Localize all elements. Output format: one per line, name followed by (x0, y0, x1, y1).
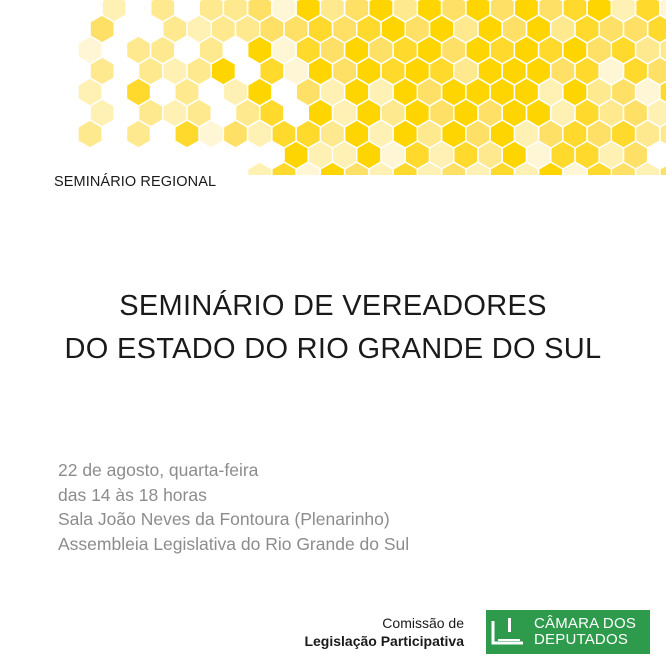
hexagon-cell (624, 58, 647, 84)
hexagon-cell (600, 142, 623, 168)
hexagon-cell (200, 0, 223, 21)
event-details (58, 458, 409, 556)
hexagon-cell (479, 142, 502, 168)
hexagon-cell (79, 121, 102, 147)
hexagon-cell (467, 121, 490, 147)
event-kicker: SEMINÁRIO REGIONAL (54, 174, 217, 190)
hexagon-cell (442, 0, 465, 21)
hexagon-cell (345, 37, 368, 63)
hexagon-cell (539, 121, 562, 147)
hexagon-cell (370, 79, 393, 105)
hexagon-cell (212, 58, 235, 84)
hexagon-cell (139, 100, 162, 126)
hexagon-cell (248, 37, 271, 63)
hexagon-cell (600, 100, 623, 126)
hexagon-cell (91, 16, 114, 42)
hexagon-cell (321, 121, 344, 147)
hexagon-cell (382, 100, 405, 126)
hexagon-cell (297, 0, 320, 21)
hexagon-cell (248, 163, 271, 175)
hexagon-cell (430, 16, 453, 42)
hexagon-cell (261, 100, 284, 126)
hexagon-cell (576, 16, 599, 42)
hexagon-cell (455, 100, 478, 126)
hexagon-cell (224, 79, 247, 105)
hexagon-cell (273, 37, 296, 63)
hexagon-cell (333, 100, 356, 126)
hexagon-cell (588, 121, 611, 147)
hexagon-cell (442, 79, 465, 105)
hexagon-cell (333, 16, 356, 42)
hexagon-cell (394, 121, 417, 147)
hexagon-cell (285, 16, 308, 42)
hexagon-cell (479, 58, 502, 84)
hexagon-cell (503, 100, 526, 126)
hexagon-cell (224, 0, 247, 21)
hexagon-cell (285, 142, 308, 168)
hexagon-cell (455, 16, 478, 42)
hexagon-cell (297, 37, 320, 63)
hexagon-cell (273, 0, 296, 21)
hexagon-cell (576, 100, 599, 126)
hexagon-cell (430, 100, 453, 126)
camara-logo-text (530, 616, 636, 648)
hexagon-cell (164, 100, 187, 126)
hexagon-cell (515, 121, 538, 147)
event-venue: Assembleia Legislativa do Rio Grande do Sul (58, 533, 410, 554)
hexagon-cell (382, 16, 405, 42)
hexagon-cell (309, 16, 332, 42)
hexagon-cell (649, 100, 666, 126)
hexagon-cell (297, 121, 320, 147)
hexagon-cell (406, 16, 429, 42)
hexagon-cell (370, 0, 393, 21)
hexagon-cell (552, 142, 575, 168)
hexagon-cell (503, 16, 526, 42)
hexagon-cell (503, 142, 526, 168)
hexagon-cell (236, 16, 259, 42)
hexagon-cell (285, 58, 308, 84)
hexagon-cell (358, 16, 381, 42)
event-title-line-2: DO ESTADO DO RIO GRANDE DO SUL (64, 333, 602, 365)
hexagon-cell (127, 121, 150, 147)
hexagon-cell (91, 100, 114, 126)
hexagon-cell (515, 0, 538, 21)
hexagon-cell (552, 58, 575, 84)
hexagon-cell (309, 58, 332, 84)
hexagon-cell (588, 79, 611, 105)
hexagon-cell (527, 142, 550, 168)
hexagon-cell (261, 16, 284, 42)
hexagon-cell (527, 100, 550, 126)
hexagon-cell (564, 121, 587, 147)
hexagon-cell (636, 121, 659, 147)
hexagon-cell (539, 0, 562, 21)
event-time: das 14 às 18 horas (58, 484, 207, 505)
hexagon-cell (406, 142, 429, 168)
event-date: 22 de agosto, quarta-feira (58, 460, 259, 480)
hexagon-cell (636, 79, 659, 105)
hexagon-cell (321, 79, 344, 105)
hexagon-cell (382, 58, 405, 84)
hexagon-cell (600, 16, 623, 42)
hexagon-cell (503, 58, 526, 84)
hexagon-cell (176, 121, 199, 147)
hexagon-cell (455, 58, 478, 84)
hexagon-cell (164, 58, 187, 84)
hexagon-cell (345, 79, 368, 105)
hexagon-cell (321, 0, 344, 21)
hexagon-cell (127, 79, 150, 105)
hexagon-cell (515, 79, 538, 105)
hexagon-cell (564, 37, 587, 63)
hexagon-cell (588, 37, 611, 63)
hexagon-cell (91, 58, 114, 84)
hexagon-cell (430, 142, 453, 168)
hexagon-cell (333, 58, 356, 84)
hexagon-cell (564, 79, 587, 105)
hexagon-cell (455, 142, 478, 168)
event-room: Sala João Neves da Fontoura (Plenarinho) (58, 509, 390, 529)
hexagon-cell (612, 121, 635, 147)
hexagon-cell (612, 0, 635, 21)
hexagon-cell (224, 121, 247, 147)
hexagon-cell (467, 79, 490, 105)
hexagon-cell (624, 142, 647, 168)
hexagon-cell (127, 37, 150, 63)
hexagon-cell (564, 0, 587, 21)
hexagon-cell (624, 16, 647, 42)
hexagon-cell (442, 37, 465, 63)
hexagon-cell (261, 58, 284, 84)
hexagon-cell (588, 0, 611, 21)
hexagon-cell (491, 79, 514, 105)
hexagon-cell (479, 16, 502, 42)
hexagon-cell (418, 79, 441, 105)
hexagon-cell (309, 100, 332, 126)
hexagon-cell (406, 58, 429, 84)
hexagon-cell (394, 37, 417, 63)
camara-logo-line-2: DEPUTADOS (534, 631, 629, 648)
hexagon-cell (370, 121, 393, 147)
hexagon-cell (491, 37, 514, 63)
hexagon-cell (358, 58, 381, 84)
hexagon-cell (661, 163, 666, 175)
hexagon-cell (406, 100, 429, 126)
hexagon-cell (491, 0, 514, 21)
hexagon-cell (539, 79, 562, 105)
hexagon-cell (321, 37, 344, 63)
hexagon-cell (103, 0, 126, 21)
hexagon-cell (200, 121, 223, 147)
hexagon-cell (79, 79, 102, 105)
hexagon-cell (600, 58, 623, 84)
hexagon-cell (527, 16, 550, 42)
hexagon-cell (576, 142, 599, 168)
hexagon-cell (297, 79, 320, 105)
hexagon-cell (442, 121, 465, 147)
hexagon-cell (200, 37, 223, 63)
hexagon-cell (176, 79, 199, 105)
hexagon-cell (248, 121, 271, 147)
hexagon-cell (649, 16, 666, 42)
hexagon-cell (636, 37, 659, 63)
hexagon-cell (491, 121, 514, 147)
hexagon-cell (188, 100, 211, 126)
hexagon-cell (248, 0, 271, 21)
hexagon-cell (188, 16, 211, 42)
hexagon-cell (624, 100, 647, 126)
hexagon-cell (309, 142, 332, 168)
hexagon-cell (358, 100, 381, 126)
camara-logo-line-1: CÂMARA DOS (534, 615, 637, 632)
hexagon-cell (394, 0, 417, 21)
hexagon-cell (394, 79, 417, 105)
hexagon-cell (370, 37, 393, 63)
hexagon-cell (612, 37, 635, 63)
hexagon-cell (333, 142, 356, 168)
hexagon-cell (345, 121, 368, 147)
hexagon-cell (612, 79, 635, 105)
hexagon-cell (273, 121, 296, 147)
hexagon-cell (345, 0, 368, 21)
hexagon-cell (515, 37, 538, 63)
hexagon-cell (188, 58, 211, 84)
hexagon-cell (467, 0, 490, 21)
camara-dos-deputados-logo (486, 610, 650, 654)
hexagon-pattern (0, 0, 666, 175)
hexagon-cell (358, 142, 381, 168)
hexagon-cell (164, 16, 187, 42)
hexagon-cell (418, 121, 441, 147)
hexagon-cell (418, 0, 441, 21)
hexagon-cell (576, 58, 599, 84)
hexagon-cell (552, 16, 575, 42)
hexagon-cell (636, 0, 659, 21)
hexagon-cell (539, 37, 562, 63)
hexagon-cell (418, 37, 441, 63)
hexagon-cell (139, 58, 162, 84)
hexagon-cell (467, 37, 490, 63)
hexagon-cell (79, 37, 102, 63)
hexagon-cell (151, 0, 174, 21)
hexagon-cell (151, 37, 174, 63)
hexagon-cell (649, 58, 666, 84)
committee-line-1: Comissão de (382, 615, 464, 631)
hexagon-cell (552, 100, 575, 126)
event-title (0, 285, 666, 371)
hexagon-cell (382, 142, 405, 168)
hexagon-cell (479, 100, 502, 126)
hexagon-cell (527, 58, 550, 84)
event-title-line-1: SEMINÁRIO DE VEREADORES (119, 290, 547, 322)
congress-emblem-icon (486, 610, 530, 654)
committee-name (304, 614, 464, 650)
hexagon-cell (430, 58, 453, 84)
hexagon-cell (212, 16, 235, 42)
hexagon-cell (236, 100, 259, 126)
hexagon-cell (248, 79, 271, 105)
committee-line-2: Legislação Participativa (304, 633, 464, 649)
